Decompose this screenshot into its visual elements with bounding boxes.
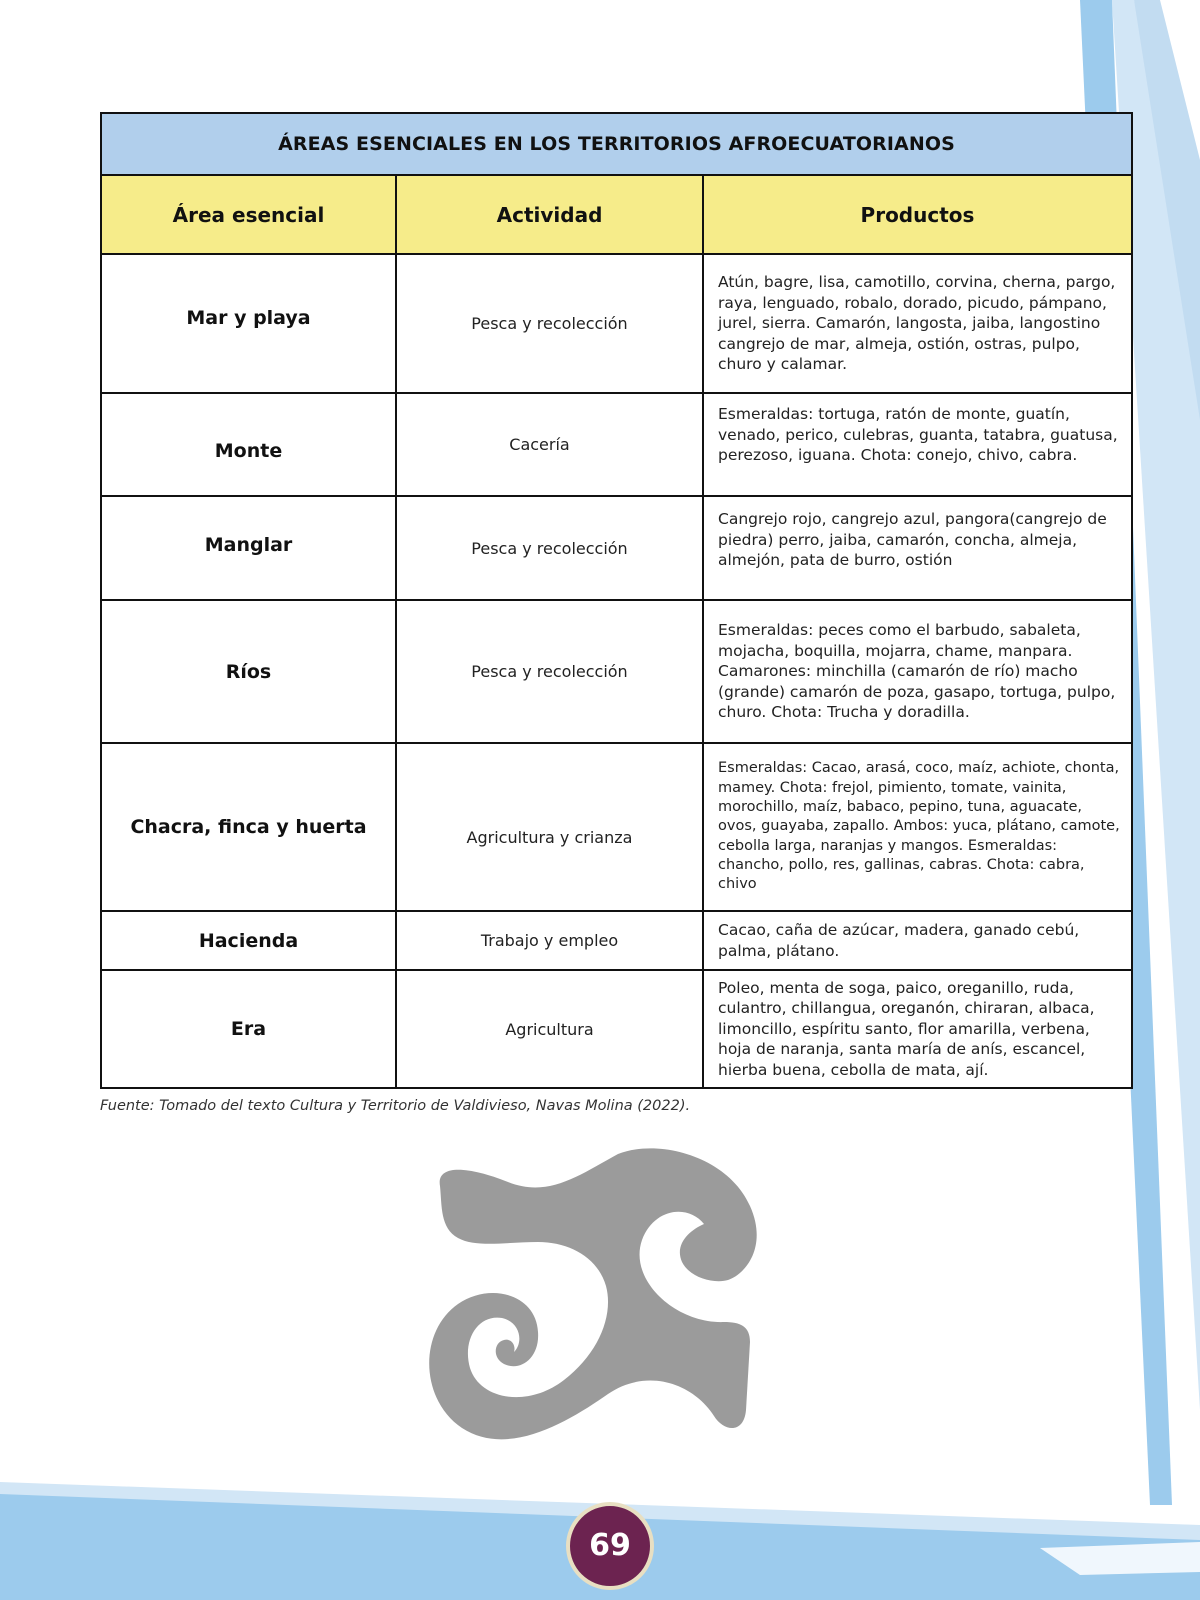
table-row xyxy=(101,254,1132,393)
activity-label: Pesca y recolección xyxy=(471,538,628,558)
activity-label: Agricultura y crianza xyxy=(466,827,633,847)
table-row xyxy=(101,496,1132,600)
activity-cell xyxy=(396,600,703,743)
activity-cell xyxy=(396,911,703,970)
activity-label: Cacería xyxy=(509,435,570,454)
activity-label: Pesca y recolección xyxy=(471,662,628,681)
products-cell: Cangrejo rojo, cangrejo azul, pangora(cangrejo de piedra) perro, jaiba, camarón, concha, almeja, almejón, pata de burro, ostión xyxy=(703,496,1132,600)
area-label: Ríos xyxy=(225,660,272,683)
area-label: Mar y playa xyxy=(186,306,311,329)
area-label: Hacienda xyxy=(198,929,299,952)
area-label: Manglar xyxy=(204,534,293,556)
table-title-row xyxy=(101,113,1132,175)
area-cell xyxy=(101,254,396,393)
products-cell: Cacao, caña de azúcar, madera, ganado cebú, palma, plátano. xyxy=(703,911,1132,970)
products-cell: Atún, bagre, lisa, camotillo, corvina, cherna, pargo, raya, lenguado, robalo, dorado, picudo, pámpano, jurel, sierra. Camarón, langosta, jaiba, langostino cangrejo de mar, almeja, ostión, ostras, pulpo, churo y calamar. xyxy=(703,254,1132,393)
activity-label: Pesca y recolección xyxy=(471,314,628,333)
area-cell xyxy=(101,393,396,496)
products-cell: Esmeraldas: peces como el barbudo, sabaleta, mojacha, boquilla, mojarra, chame, manpara. Camarones: minchilla (camarón de río) macho (grande) camarón de poza, gasapo, tortuga, pulpo, churo. Chota: Trucha y doradilla. xyxy=(703,600,1132,743)
activity-cell xyxy=(396,393,703,496)
area-cell xyxy=(101,970,396,1088)
table-row xyxy=(101,600,1132,743)
area-label: Monte xyxy=(214,439,283,462)
area-cell xyxy=(101,496,396,600)
activity-cell xyxy=(396,970,703,1088)
table-row xyxy=(101,911,1132,970)
products-cell: Poleo, menta de soga, paico, oreganillo, ruda, culantro, chillangua, oreganón, chiraran, albaca, limoncillo, espíritu santo, flor amarilla, verbena, hoja de naranja, santa maría de anís, escancel, hierba buena, cebolla de mata, ají. xyxy=(703,970,1132,1088)
activity-label: Trabajo y empleo xyxy=(480,931,619,950)
products-cell: Esmeraldas: Cacao, arasá, coco, maíz, achiote, chonta, mamey. Chota: frejol, pimiento, tomate, vainita, morochillo, maíz, babaco, pepino, tuna, aguacate, ovos, guayaba, zapallo. Ambos: yuca, plátano, camote, cebolla larga, naranjas y mangos. Esmeraldas: chancho, pollo, res, gallinas, cabras. Chota: cabra, chivo xyxy=(703,743,1132,911)
activity-label: Agricultura xyxy=(505,1019,594,1039)
area-cell xyxy=(101,743,396,911)
table-row xyxy=(101,970,1132,1088)
area-cell xyxy=(101,911,396,970)
area-label: Era xyxy=(230,1018,267,1040)
column-header-products: Productos xyxy=(703,175,1132,254)
activity-cell xyxy=(396,743,703,911)
area-label: Chacra, finca y huerta xyxy=(130,816,367,838)
table-row xyxy=(101,393,1132,496)
table-header-row xyxy=(101,175,1132,254)
swirl-ornament-icon xyxy=(428,1146,768,1456)
column-header-activity: Actividad xyxy=(396,175,703,254)
source-note: Fuente: Tomado del texto Cultura y Territorio de Valdivieso, Navas Molina (2022). xyxy=(100,1098,691,1114)
essential-areas-table xyxy=(100,112,1133,1089)
products-cell: Esmeraldas: tortuga, ratón de monte, guatín, venado, perico, culebras, guanta, tatabra, guatusa, perezoso, iguana. Chota: conejo, chivo, cabra. xyxy=(703,393,1132,496)
area-cell xyxy=(101,600,396,743)
table-row xyxy=(101,743,1132,911)
activity-cell xyxy=(396,254,703,393)
table-title: ÁREAS ESENCIALES EN LOS TERRITORIOS AFROECUATORIANOS xyxy=(101,113,1132,175)
activity-cell xyxy=(396,496,703,600)
column-header-area: Área esencial xyxy=(101,175,396,254)
page-number-badge: 69 xyxy=(566,1502,654,1590)
